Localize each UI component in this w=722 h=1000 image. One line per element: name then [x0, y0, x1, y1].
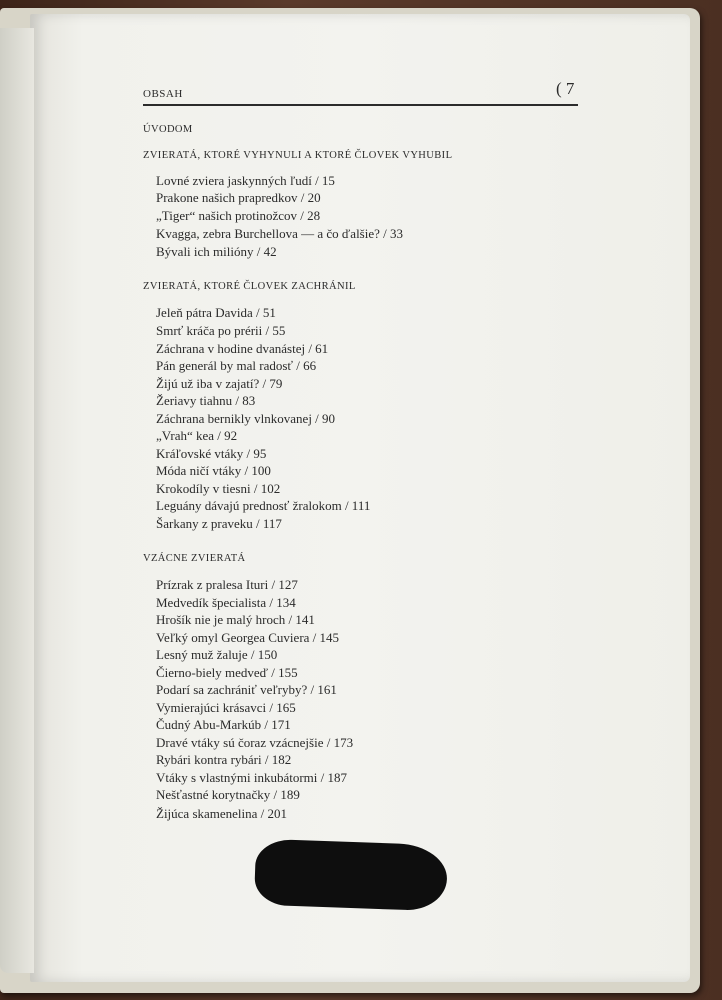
toc-entry: Čudný Abu-Markúb / 171 — [156, 717, 291, 732]
toc-entry: Žeriavy tiahnu / 83 — [156, 393, 256, 408]
toc-entry: Čierno-biely medveď / 155 — [156, 665, 298, 680]
toc-entry: Podarí sa zachrániť veľryby? / 161 — [156, 682, 337, 697]
toc-entry: Prakone našich prapredkov / 20 — [156, 190, 321, 205]
toc-entry: Veľký omyl Georgea Cuviera / 145 — [156, 630, 340, 645]
toc-entry: Kráľovské vtáky / 95 — [156, 446, 267, 461]
toc-entry: Žijúca skamenelina / 201 — [156, 806, 288, 821]
toc-entry: Medvedík špecialista / 134 — [156, 595, 296, 610]
toc-entry: Dravé vtáky sú čoraz vzácnejšie / 173 — [156, 735, 354, 750]
toc-entry: Nešťastné korytnačky / 189 — [156, 787, 300, 802]
toc-entry: „Tiger“ našich protinožcov / 28 — [156, 208, 321, 223]
toc-entry: Rybári kontra rybári / 182 — [156, 752, 292, 767]
toc-entry: „Vrah“ kea / 92 — [156, 428, 238, 443]
section-heading-saved: ZVIERATÁ, KTORÉ ČLOVEK ZACHRÁNIL — [143, 281, 356, 292]
toc-entry: Jeleň pátra Davida / 51 — [156, 305, 276, 320]
running-head: OBSAH — [143, 88, 183, 100]
toc-entry: Lesný muž žaluje / 150 — [156, 647, 278, 662]
toc-entry: Žijú už iba v zajatí? / 79 — [156, 376, 283, 391]
toc-entry: Záchrana bernikly vlnkovanej / 90 — [156, 411, 336, 426]
toc-entry: Pán generál by mal radosť / 66 — [156, 358, 317, 373]
toc-entry: Záchrana v hodine dvanástej / 61 — [156, 341, 329, 356]
toc-entry: Smrť kráča po prérii / 55 — [156, 323, 286, 338]
redaction-mark — [254, 839, 448, 912]
toc-entry: Móda ničí vtáky / 100 — [156, 463, 271, 478]
toc-entry: Bývali ich milióny / 42 — [156, 244, 277, 259]
toc-entry: Vymierajúci krásavci / 165 — [156, 700, 296, 715]
toc-entry: Hrošík nie je malý hroch / 141 — [156, 612, 315, 627]
page-number: ( 7 — [556, 79, 575, 98]
section-heading-rare: VZÁCNE ZVIERATÁ — [143, 553, 246, 564]
header-rule — [143, 104, 578, 106]
section-heading-extinct: ZVIERATÁ, KTORÉ VYHYNULI A KTORÉ ČLOVEK VYHUBIL — [143, 150, 453, 161]
toc-entry: Krokodíly v tiesni / 102 — [156, 481, 281, 496]
toc-entry: Lovné zviera jaskynných ľudí / 15 — [156, 173, 335, 188]
toc-entry: Leguány dávajú prednosť žralokom / 111 — [156, 498, 371, 513]
toc-entry: Šarkany z praveku / 117 — [156, 516, 282, 531]
page-gutter-shadow — [0, 28, 34, 973]
toc-entry: Vtáky s vlastnými inkubátormi / 187 — [156, 770, 348, 785]
intro-heading: ÚVODOM — [143, 124, 193, 135]
toc-entry: Prízrak z pralesa Ituri / 127 — [156, 577, 298, 592]
toc-entry: Kvagga, zebra Burchellova — a čo ďalšie? / 33 — [156, 226, 403, 241]
